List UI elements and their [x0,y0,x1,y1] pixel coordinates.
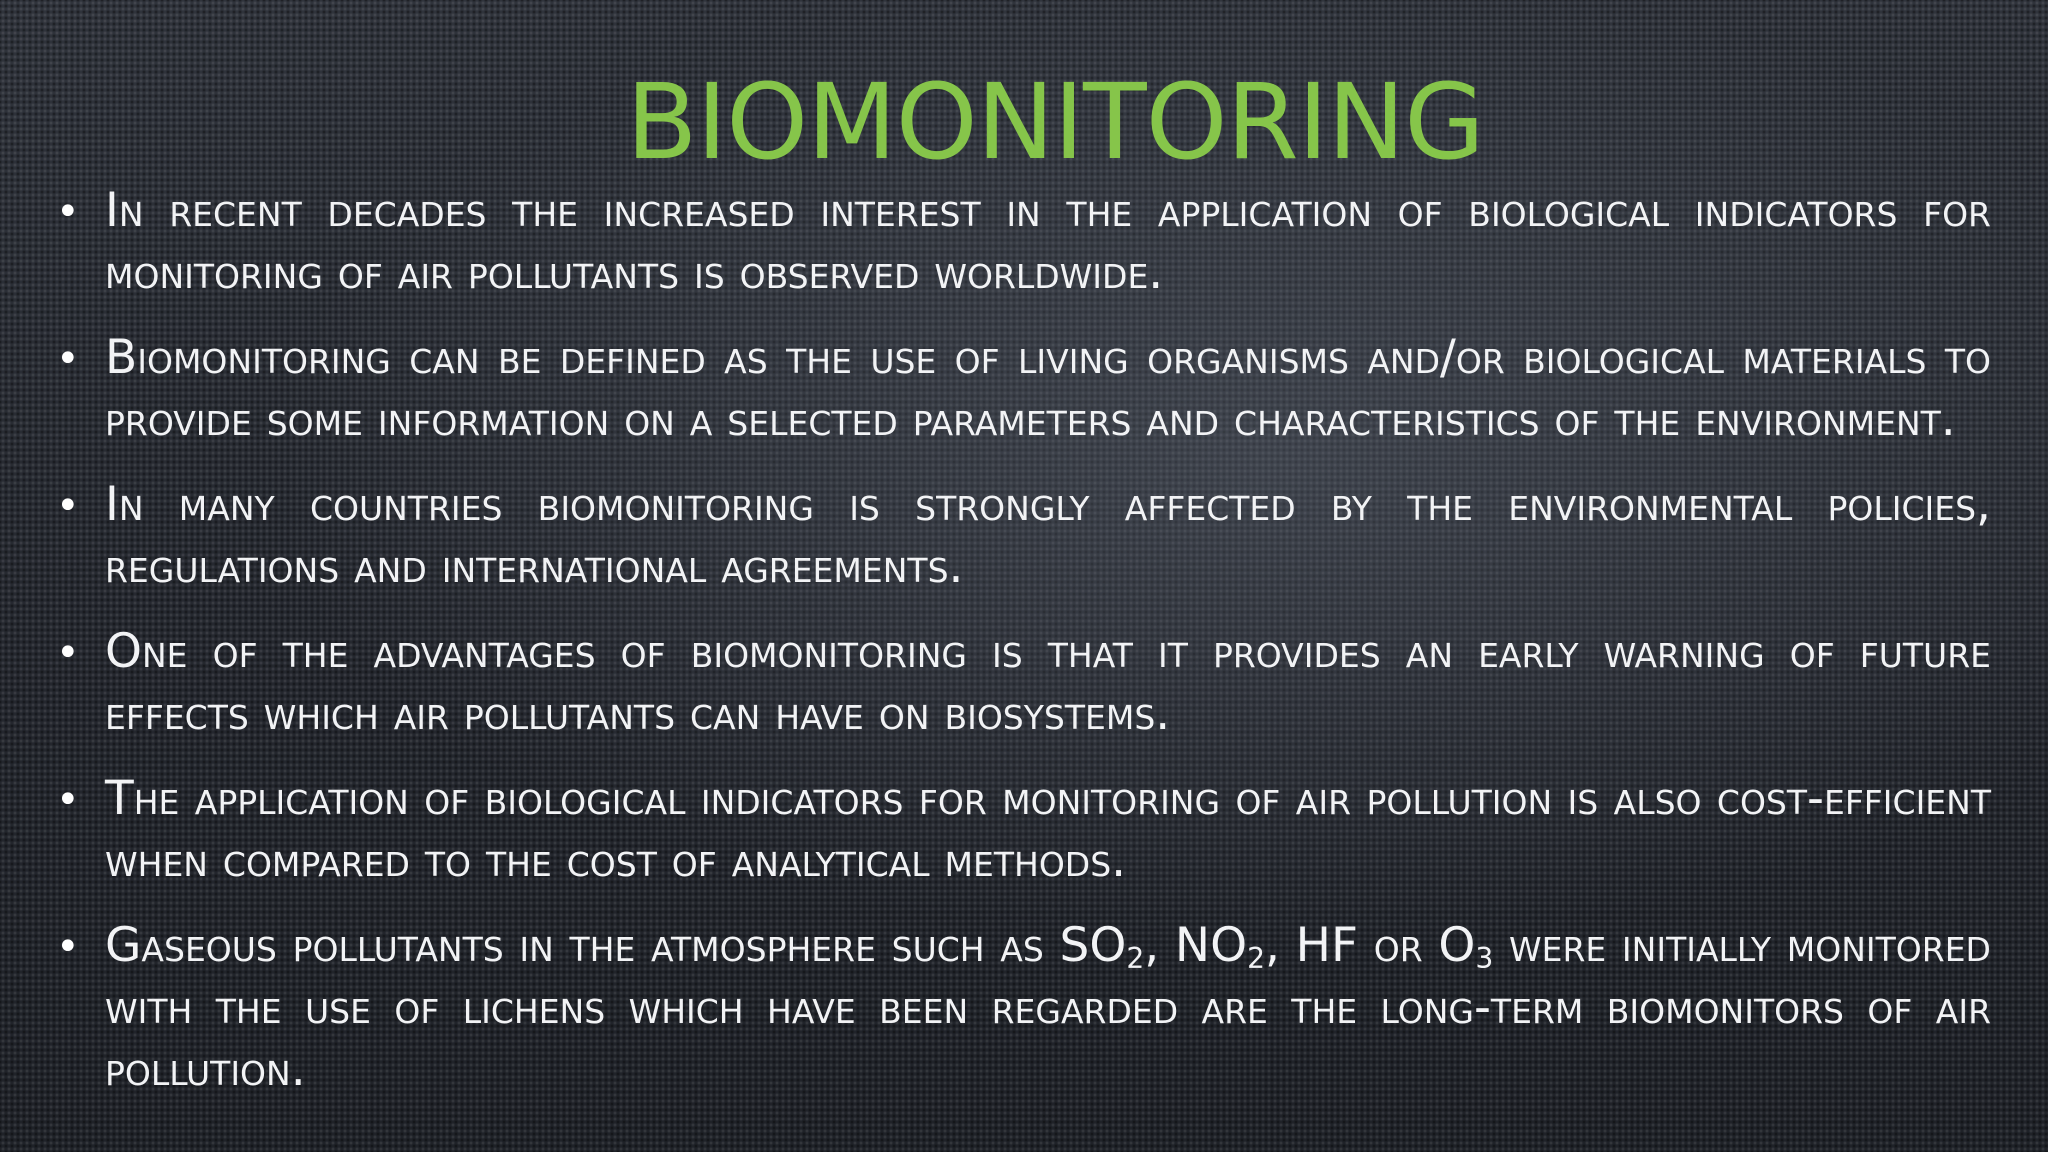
formula-subscript: 2 [1247,942,1265,976]
formula-hf: HF or [1295,918,1439,973]
bullet-dot-icon: • [56,336,80,382]
formula-symbol: NO [1174,918,1248,973]
bullet-dot-icon: • [56,777,80,823]
bullet-text-gaseous-pollutants [105,915,1991,1101]
bullet-dot-icon: • [56,483,80,529]
bullet-text: Biomonitoring can be defined as the use of living organisms and/or biological materials to provide some information on a selected parameters and characteristics of the environment. [105,330,1991,447]
bullet-text-part: Gaseous pollutants in the atmosphere such as [105,918,1060,973]
bullet-text: In recent decades the increased interest in the application of biological indicators for monitoring of air pollutants is observed worldwide. [105,183,1991,300]
formula-subscript: 3 [1475,942,1494,976]
bullet-item [56,621,1991,745]
separator: , [1144,918,1175,973]
formula-so2 [1059,918,1145,976]
formula-symbol: SO [1059,918,1127,973]
bullet-item [56,768,1991,892]
bullet-dot-icon: • [56,630,80,676]
bullet-item [56,915,1991,1101]
bullet-text-part: were initially monitored with the use of lichens which have been regarded are the long-term biomonitors of air pollution. [105,918,1991,1097]
bullet-text: One of the advantages of biomonitoring is that it provides an early warning of future effects which air pollutants can have on biosystems. [105,624,1991,741]
slide-title: BIOMONITORING [626,61,1484,183]
bullet-item [56,474,1991,598]
bullet-item [56,327,1991,451]
formula-no2 [1174,918,1265,976]
formula-subscript: 2 [1126,942,1145,976]
bullet-dot-icon: • [56,924,80,970]
bullet-text: In many countries biomonitoring is strongly affected by the environmental policies, regulations and international agreements. [105,477,1991,594]
bullet-list [56,180,1991,1124]
bullet-text: The application of biological indicators for monitoring of air pollution is also cost-efficient when compared to the cost of analytical methods. [105,771,1991,888]
formula-symbol: O [1438,918,1476,973]
bullet-item [56,180,1991,304]
formula-o3 [1438,918,1494,976]
bullet-dot-icon: • [56,189,80,235]
separator: , [1265,918,1296,973]
